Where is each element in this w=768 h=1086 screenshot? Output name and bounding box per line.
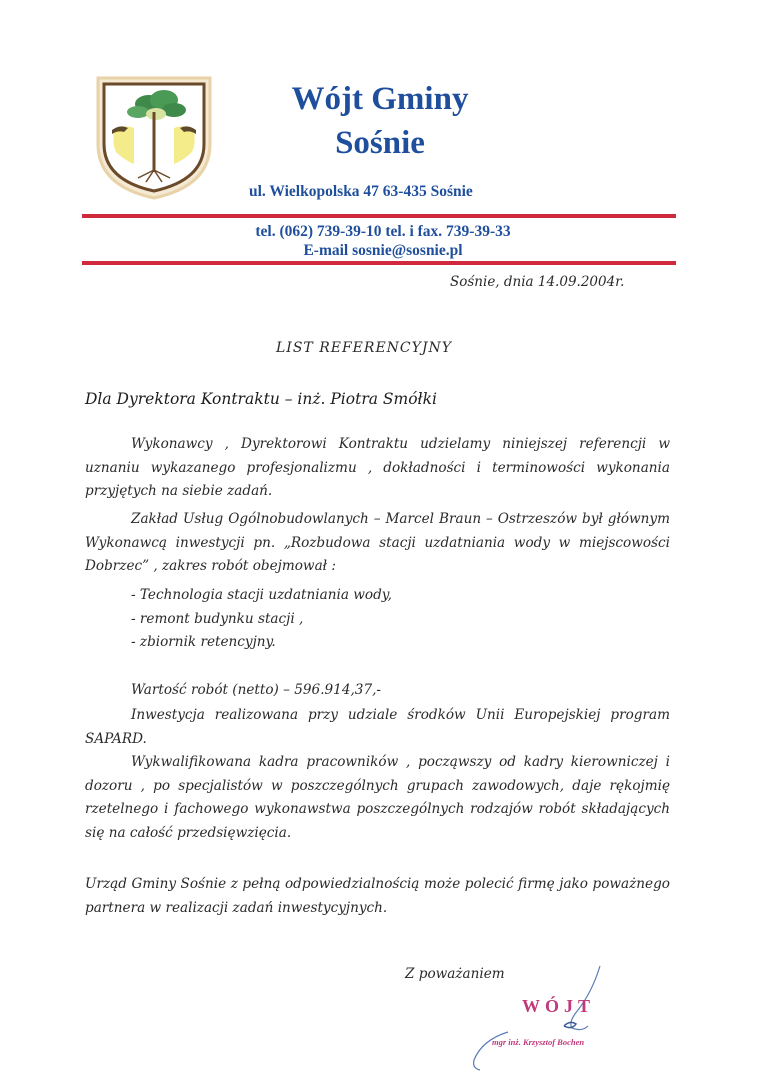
authority-title-line2: Sośnie <box>335 125 425 161</box>
list-item: - remont budynku stacji , <box>131 610 304 627</box>
office-address: ul. Wielkopolska 47 63-435 Sośnie <box>249 183 473 200</box>
stamp-signer-name: mgr inż. Krzysztof Bochen <box>492 1037 585 1047</box>
paragraph-contractor: Zakład Usług Ogólnobudowlanych – Marcel Braun – Ostrzeszów był głównym Wykonawcą inwestycji pn. „Rozbudowa stacji uzdatniania wody w miejscowości Dobrzec” , zakres robót obejmował : <box>85 511 670 574</box>
closing-salutation: Z poważaniem <box>405 966 505 982</box>
paragraph-funding: Inwestycja realizowana przy udziale środków Unii Europejskiej program SAPARD. <box>85 707 670 747</box>
list-item: - Technologia stacji uzdatniania wody, <box>131 587 392 603</box>
paragraph-value: Wartość robót (netto) – 596.914,37,- <box>131 682 382 698</box>
paragraph-staff: Wykwalifikowana kadra pracowników , począwszy od kadry kierowniczej i dozoru , po specjalistów w poszczególnych grupach zawodowych, daje rękojmię rzetelnego i fachowego wykonawstwa poszczególnych rodzajów robót składających się na całość przedsięwzięcia. <box>85 754 670 841</box>
header-divider-top <box>82 214 676 218</box>
header-divider-bottom <box>82 261 676 265</box>
paragraph-reference: Wykonawcy , Dyrektorowi Kontraktu udzielamy niniejszej referencji w uznaniu wykazanego profesjonalizmu , dokładności i terminowości wykonania przyjętych na siebie zadań. <box>85 436 670 499</box>
authority-title-line1: Wójt Gminy <box>291 81 469 117</box>
email-link[interactable]: E-mail sosnie@sosnie.pl <box>303 242 463 259</box>
signature-icon <box>460 962 620 1072</box>
list-item: - zbiornik retencyjny. <box>131 634 276 650</box>
scope-list <box>131 584 392 655</box>
paragraph-recommendation: Urząd Gminy Sośnie z pełną odpowiedzialnością może polecić firmę jako poważnego partnera w realizacji zadań inwestycyjnych. <box>85 876 670 916</box>
phone-fax: tel. (062) 739-39-10 tel. i fax. 739-39-33 <box>255 223 511 240</box>
stamp-title: WÓJT <box>522 996 596 1016</box>
coat-of-arms-icon <box>94 74 214 202</box>
addressee: Dla Dyrektora Kontraktu – inż. Piotra Smółki <box>85 390 437 408</box>
letter-title: LIST REFERENCYJNY <box>276 340 452 356</box>
letter-date: Sośnie, dnia 14.09.2004r. <box>450 274 625 290</box>
